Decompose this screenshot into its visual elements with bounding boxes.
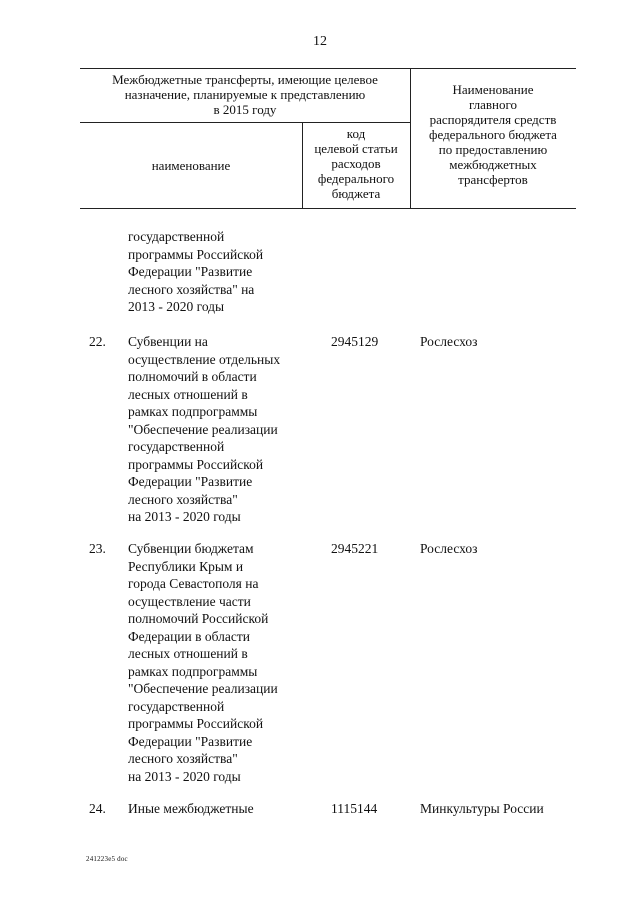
- header-col-admin-line: межбюджетных: [449, 157, 537, 172]
- row-name-line: Федерации "Развитие: [128, 733, 253, 749]
- header-group-title-line: в 2015 году: [213, 102, 277, 117]
- table-top-rule: [80, 68, 576, 69]
- continuation-line: лесного хозяйства" на: [128, 281, 255, 297]
- row-code: 1115144: [331, 801, 378, 816]
- row-name-line: осуществление части: [128, 593, 251, 609]
- row-name-line: на 2013 - 2020 годы: [128, 768, 241, 784]
- row-name-line: "Обеспечение реализации: [128, 681, 278, 696]
- row-name-line: Иные межбюджетные: [128, 801, 254, 816]
- row-name: [128, 800, 308, 818]
- row-admin: Рослесхоз: [420, 334, 478, 349]
- row-name-line: государственной: [128, 439, 225, 454]
- row-name-line: Федерации "Развитие: [128, 474, 253, 489]
- row-name-line: лесных отношений в: [128, 646, 248, 661]
- row-number: 23.: [89, 541, 106, 556]
- continuation-line: Федерации "Развитие: [128, 264, 253, 279]
- row-name-line: "Обеспечение реализации: [128, 421, 278, 437]
- row-name-line: Республики Крым и: [128, 558, 244, 574]
- row-name: [128, 540, 308, 785]
- row-name-line: рамках подпрограммы: [128, 663, 258, 679]
- row-name-line: программы Российской: [128, 716, 264, 731]
- row-name-line: полномочий Российской: [128, 611, 269, 626]
- row-name-line: рамках подпрограммы: [128, 404, 258, 419]
- header-group-title-line: Межбюджетные трансферты, имеющие целевое: [112, 72, 378, 87]
- header-group-title-line: назначение, планируемые к представлению: [124, 87, 366, 102]
- continuation-line: 2013 - 2020 годы: [128, 299, 225, 314]
- row-name-line: Федерации в области: [128, 628, 251, 644]
- header-col-code-line: целевой статьи: [314, 141, 398, 156]
- row-name-line: на 2013 - 2020 годы: [128, 509, 241, 524]
- row-number: 22.: [89, 334, 106, 349]
- header-col-admin-line: по предоставлению: [438, 142, 548, 157]
- row-name-line: лесных отношений в: [128, 386, 248, 402]
- header-col-admin: [410, 82, 576, 187]
- header-col-admin-line: трансфертов: [458, 172, 528, 187]
- page-number: 12: [313, 34, 327, 49]
- header-col-admin-line: главного: [468, 97, 518, 112]
- row-name-line: программы Российской: [128, 456, 264, 472]
- row-code: 2945221: [331, 541, 379, 556]
- row-name-line: города Севастополя на: [128, 576, 259, 591]
- row-name-line: лесного хозяйства": [128, 491, 238, 507]
- header-col-admin-line: Наименование: [452, 82, 534, 97]
- header-col-admin-line: федерального бюджета: [429, 127, 557, 142]
- row-code: 2945129: [331, 334, 379, 349]
- continuation-line: программы Российской: [128, 246, 264, 262]
- header-col-code-line: расходов: [331, 156, 381, 171]
- footer-file-code: 241223e5 doc: [86, 855, 128, 863]
- row-number: 24.: [89, 801, 106, 816]
- row-name-line: осуществление отдельных: [128, 351, 281, 367]
- header-col-code-line: федерального: [317, 171, 395, 186]
- row-name-line: лесного хозяйства": [128, 751, 238, 766]
- header-col-code: [302, 126, 410, 201]
- continuation-text: [128, 228, 308, 316]
- header-col-code-line: бюджета: [331, 186, 381, 201]
- row-admin: Рослесхоз: [420, 541, 478, 556]
- row-name-line: Субвенции бюджетам: [128, 541, 254, 556]
- header-col-code-line: код: [346, 126, 366, 141]
- row-name-line: государственной: [128, 698, 225, 714]
- header-col-admin-line: распорядителя средств: [429, 112, 557, 127]
- header-col-name: наименование: [151, 158, 231, 173]
- row-name-line: полномочий в области: [128, 369, 257, 384]
- row-admin: Минкультуры России: [420, 801, 544, 816]
- header-bottom-rule: [80, 208, 576, 209]
- header-group-title: [80, 72, 410, 117]
- header-group-rule: [80, 122, 410, 123]
- row-name-line: Субвенции на: [128, 334, 208, 349]
- continuation-line: государственной: [128, 229, 225, 244]
- row-name: [128, 333, 308, 526]
